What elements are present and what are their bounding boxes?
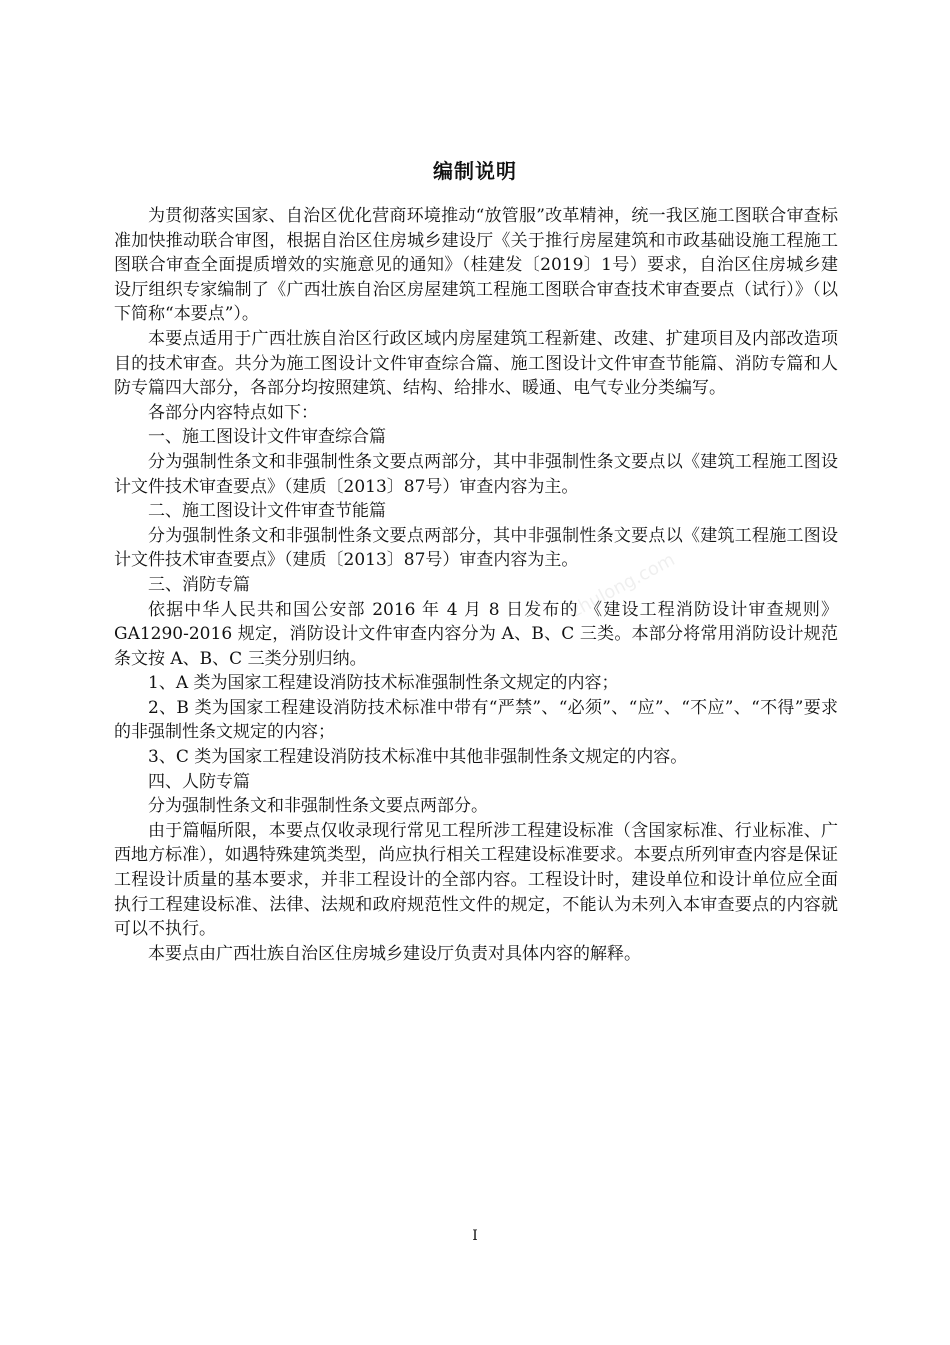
heading-section-4: 四、人防专篇	[148, 771, 250, 792]
page-number: I	[472, 1228, 478, 1244]
paragraph-section-2: 分为强制性条文和非强制性条文要点两部分，其中非强制性条文要点以《建筑工程施工图设计文件技术审查要点》（建质〔2013〕87号）审查内容为主。	[114, 525, 838, 571]
paragraph-section-1: 分为强制性条文和非强制性条文要点两部分，其中非强制性条文要点以《建筑工程施工图设计文件技术审查要点》（建质〔2013〕87号）审查内容为主。	[114, 451, 838, 497]
document-body	[114, 204, 838, 966]
heading-section-3: 三、消防专篇	[148, 574, 250, 595]
paragraph-section-3: 依据中华人民共和国公安部 2016 年 4 月 8 日发布的 《建设工程消防设计审查规则》 GA1290-2016 规定，消防设计文件审查内容分为 A、B、C 三类。本部分将常用消防设计规范条文按 A、B、C 三类分别归纳。	[114, 599, 838, 669]
paragraph-section-4: 分为强制性条文和非强制性条文要点两部分。	[148, 796, 488, 817]
paragraph-interpretation: 本要点由广西壮族自治区住房城乡建设厅负责对具体内容的解释。	[148, 943, 641, 964]
document-title: 编制说明	[433, 159, 517, 183]
paragraph-intro: 为贯彻落实国家、自治区优化营商环境推动“放管服”改革精神，统一我区施工图联合审查标准加快推动联合审图，根据自治区住房城乡建设厅《关于推行房屋建筑和市政基础设施工程施工图联合审查全面提质增效的实施意见的通知》（桂建发〔2019〕1号）要求，自治区住房城乡建设厅组织专家编制了《广西壮族自治区房屋建筑工程施工图联合审查技术审查要点（试行）》（以下简称“本要点”）。	[114, 206, 838, 325]
heading-section-2: 二、施工图设计文件审查节能篇	[148, 501, 386, 522]
heading-section-1: 一、施工图设计文件审查综合篇	[148, 427, 386, 448]
paragraph-scope: 本要点适用于广西壮族自治区行政区域内房屋建筑工程新建、改建、扩建项目及内部改造项目的技术审查。共分为施工图设计文件审查综合篇、施工图设计文件审查节能篇、消防专篇和人防专篇四大部分，各部分均按照建筑、结构、给排水、暖通、电气专业分类编写。	[114, 328, 838, 399]
list-item-class-c: 3、C 类为国家工程建设消防技术标准中其他非强制性条文规定的内容。	[148, 747, 688, 768]
paragraph-features-lead: 各部分内容特点如下：	[148, 402, 318, 423]
list-item-class-b: 2、B 类为国家工程建设消防技术标准中带有“严禁”、“必须”、“应”、“不应”、“不得”要求的非强制性条文规定的内容；	[114, 697, 838, 743]
watermark: zhulong.com	[566, 549, 679, 622]
list-item-class-a: 1、A 类为国家工程建设消防技术标准强制性条文规定的内容；	[148, 673, 619, 694]
paragraph-limitations: 由于篇幅所限，本要点仅收录现行常见工程所涉工程建设标准（含国家标准、行业标准、广西地方标准），如遇特殊建筑类型，尚应执行相关工程建设标准要求。本要点所列审查内容是保证工程设计质量的基本要求，并非工程设计的全部内容。工程设计时，建设单位和设计单位应全面执行工程建设标准、法律、法规和政府规范性文件的规定，不能认为未列入本审查要点的内容就可以不执行。	[114, 820, 838, 940]
